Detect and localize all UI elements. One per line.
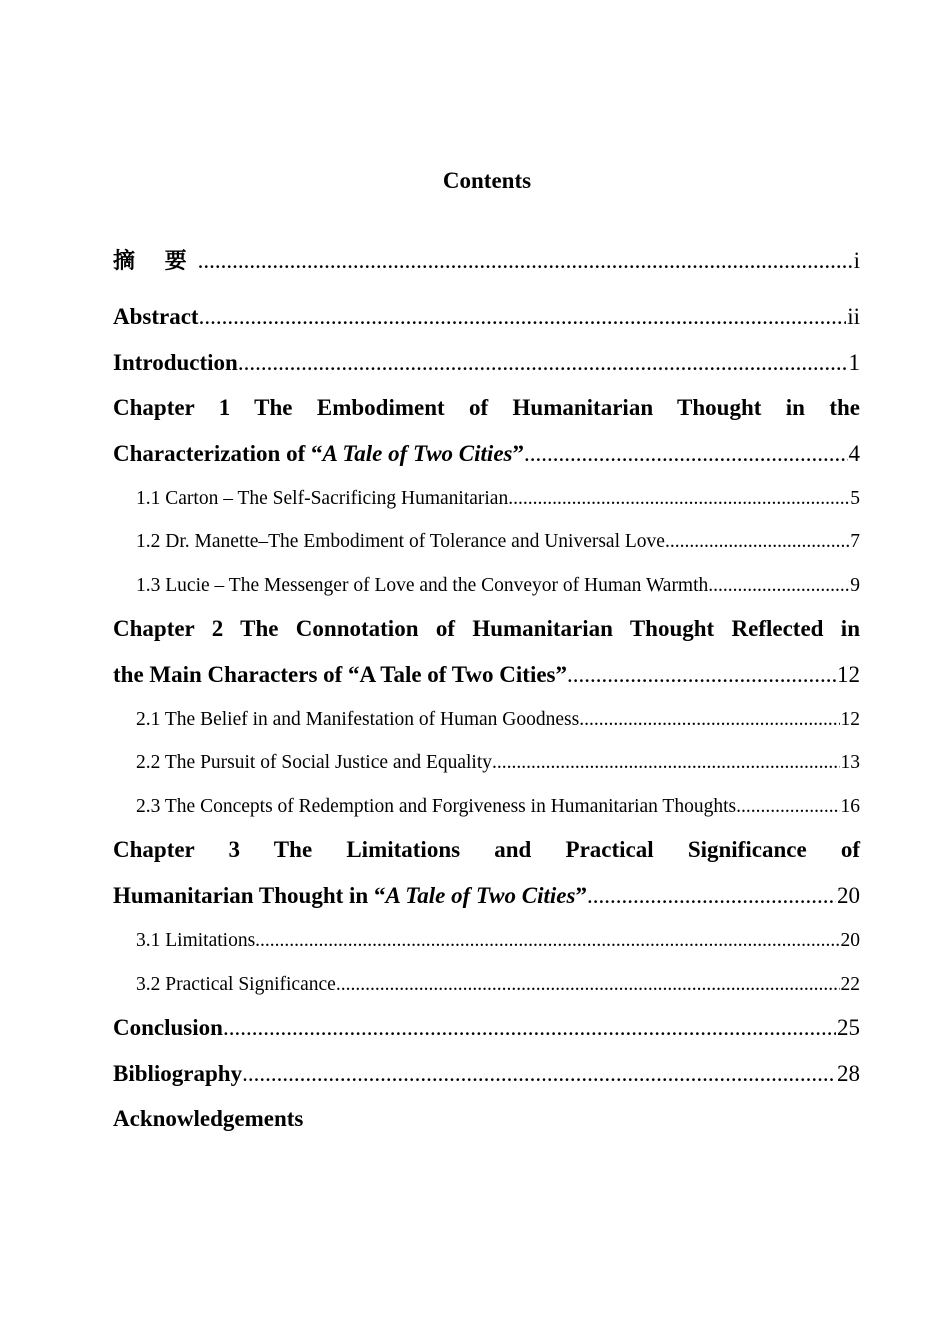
toc-entry-label: 2.3 The Concepts of Redemption and Forgiveness in Humanitarian Thoughts xyxy=(136,796,737,817)
toc-entry-label: Bibliography xyxy=(113,1061,243,1086)
toc-entry-label: 2.2 The Pursuit of Social Justice and Equality xyxy=(136,752,493,773)
toc-page-number: 20 xyxy=(840,930,860,951)
dot-leader xyxy=(736,796,839,818)
toc-entry-conclusion[interactable] xyxy=(113,1015,860,1045)
toc-entry-label: Chapter 1 The Embodiment of Humanitarian Thought in the xyxy=(113,395,860,420)
toc-page-number: i xyxy=(853,248,860,273)
dot-leader xyxy=(336,974,840,996)
toc-page-number: ii xyxy=(847,304,860,329)
toc-entry-label: 2.1 The Belief in and Manifestation of Human Goodness xyxy=(136,709,580,730)
dot-leader xyxy=(223,1015,836,1041)
toc-entry-bibliography[interactable] xyxy=(113,1061,860,1091)
toc-entry-section-3-1[interactable] xyxy=(113,930,860,956)
toc-page-number: 12 xyxy=(840,709,860,730)
dot-leader xyxy=(255,930,839,952)
toc-entry-label: 3.1 Limitations xyxy=(136,930,256,951)
toc-entry-label xyxy=(113,441,524,467)
dot-leader xyxy=(567,662,836,688)
dot-leader xyxy=(492,752,839,774)
toc-entry-acknowledgements[interactable] xyxy=(113,1106,860,1136)
toc-entry-chapter-3-line-2[interactable] xyxy=(113,883,860,913)
toc-entry-chapter-3-line-1[interactable] xyxy=(113,837,860,867)
dot-leader xyxy=(579,709,839,731)
toc-entry-label: Introduction xyxy=(113,350,238,375)
toc-entry-label: 1.1 Carton – The Self-Sacrificing Humanitarian xyxy=(136,488,509,509)
toc-page-number: 28 xyxy=(837,1061,860,1086)
toc-page-number: 16 xyxy=(840,796,860,817)
toc-entry-chapter-2-line-1[interactable] xyxy=(113,616,860,646)
label-text: Humanitarian Thought in “ xyxy=(113,883,386,908)
toc-entry-section-2-3[interactable] xyxy=(113,796,860,822)
toc-entry-section-1-3[interactable] xyxy=(113,575,860,601)
toc-page-number: 20 xyxy=(837,883,860,908)
toc-entry-chapter-2-line-2[interactable] xyxy=(113,662,860,692)
toc-entry-label: 1.3 Lucie – The Messenger of Love and the Conveyor of Human Warmth xyxy=(136,575,709,596)
toc-page-number: 4 xyxy=(848,441,860,466)
label-text: ” xyxy=(575,883,587,908)
book-title-italic: A Tale of Two Cities xyxy=(385,883,576,908)
toc-entry-label: Abstract xyxy=(113,304,199,329)
dot-leader xyxy=(199,304,847,330)
toc-page-number: 25 xyxy=(837,1015,860,1040)
toc-entry-label: Acknowledgements xyxy=(113,1106,304,1131)
label-text: ” xyxy=(512,441,524,466)
toc-page-number: 12 xyxy=(837,662,860,687)
toc-entry-label: the Main Characters of “A Tale of Two Cities” xyxy=(113,662,568,687)
toc-entry-label: 摘 要 xyxy=(113,249,198,274)
toc-page-number: 1 xyxy=(848,350,860,375)
toc-entry-label: Chapter 2 The Connotation of Humanitarian Thought Reflected in xyxy=(113,616,860,641)
dot-leader xyxy=(508,488,849,510)
toc-page-number: 13 xyxy=(840,752,860,773)
dot-leader xyxy=(238,350,848,376)
toc-entry-chapter-1-line-2[interactable] xyxy=(113,441,860,471)
toc-entry-label: Conclusion xyxy=(113,1015,223,1040)
dot-leader xyxy=(524,441,848,467)
dot-leader xyxy=(665,531,849,553)
dot-leader xyxy=(587,883,836,909)
label-text: Characterization of “ xyxy=(113,441,323,466)
toc-page-number: 9 xyxy=(850,575,860,596)
toc-entry-chapter-1-line-1[interactable] xyxy=(113,395,860,425)
toc-page-number: 22 xyxy=(840,974,860,995)
toc-entry-section-3-2[interactable] xyxy=(113,974,860,1000)
toc-entry-introduction[interactable] xyxy=(113,350,860,380)
toc-entry-label: 3.2 Practical Significance xyxy=(136,974,336,995)
toc-entry-section-2-2[interactable] xyxy=(113,752,860,778)
toc-entry-section-1-1[interactable] xyxy=(113,488,860,514)
toc-entry-abstract-cn[interactable] xyxy=(113,244,860,274)
toc-entry-section-2-1[interactable] xyxy=(113,709,860,735)
toc-entry-label: Chapter 3 The Limitations and Practical Significance of xyxy=(113,837,860,862)
toc-entry-abstract[interactable] xyxy=(113,304,860,334)
page-title: Contents xyxy=(442,168,532,193)
toc-entry-label xyxy=(113,883,587,909)
book-title-italic: A Tale of Two Cities xyxy=(322,441,513,466)
dot-leader xyxy=(242,1061,836,1087)
toc-entry-label: 1.2 Dr. Manette–The Embodiment of Tolerance and Universal Love xyxy=(136,531,665,552)
toc-page-number: 7 xyxy=(850,531,860,552)
dot-leader xyxy=(198,248,853,274)
dot-leader xyxy=(708,575,849,597)
toc-page-number: 5 xyxy=(850,488,860,509)
toc-entry-section-1-2[interactable] xyxy=(113,531,860,557)
